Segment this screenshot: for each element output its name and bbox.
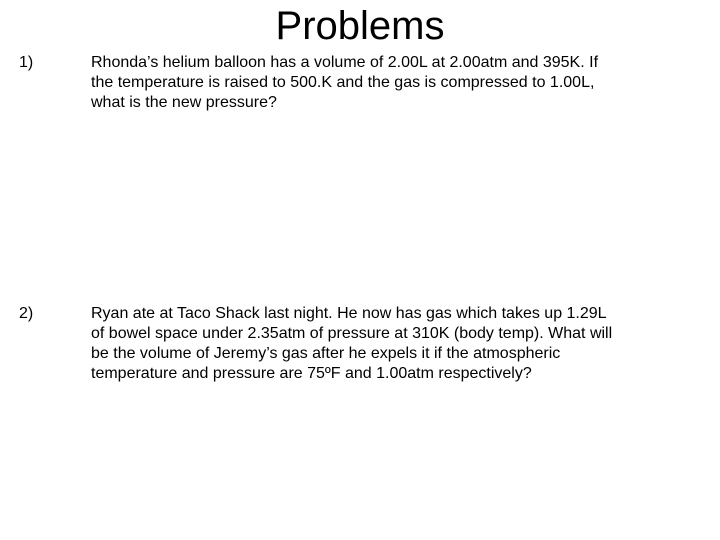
problem-text-line: Rhonda’s helium balloon has a volume of 2.00L at 2.00atm and 395K. If: [91, 54, 599, 71]
problem-text-line: Ryan ate at Taco Shack last night. He now has gas which takes up 1.29L: [91, 305, 607, 322]
problem-number: 1): [19, 54, 34, 71]
problem-number: 2): [19, 305, 34, 322]
page-title: Problems: [275, 4, 445, 48]
problem-text-line: the temperature is raised to 500.K and the gas is compressed to 1.00L,: [91, 74, 595, 91]
problem-text-line: be the volume of Jeremy’s gas after he expels it if the atmospheric: [91, 345, 561, 362]
problem-text-line: what is the new pressure?: [91, 94, 277, 111]
problem-text-line: temperature and pressure are 75ºF and 1.00atm respectively?: [91, 365, 532, 382]
problem-text: [91, 53, 691, 113]
problem-text-line: of bowel space under 2.35atm of pressure at 310K (body temp). What will: [91, 325, 613, 342]
problem-text: [91, 304, 691, 384]
